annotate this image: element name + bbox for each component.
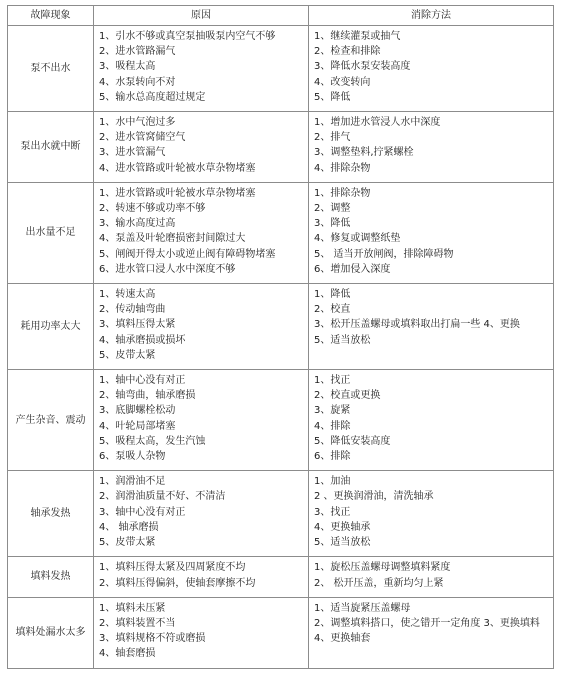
cause-item: 3、吸程太高: [99, 61, 156, 73]
remedy-item: 3、松开压盖螺母或填料取出打扁一些 4、更换: [314, 319, 520, 331]
remedy-cell: [309, 471, 554, 557]
remedy-item: 1、排除杂物: [314, 187, 371, 199]
cause-cell: [94, 597, 309, 668]
fault-symptom-cell: 出水量不足: [8, 182, 94, 283]
remedy-item: 5、 适当开放闸阀，排除障碍物: [314, 248, 454, 260]
cause-item: 2、进水管窝储空气: [99, 132, 186, 144]
cause-item: 3、轴中心没有对正: [99, 506, 186, 518]
remedy-item: 5、适当放松: [314, 334, 371, 346]
cause-item: 5、输水总高度超过规定: [99, 91, 206, 103]
cause-item: 3、填料压得太紧: [99, 319, 176, 331]
cause-item: 4、 轴承磨损: [99, 521, 159, 533]
cause-item: 3、进水管漏气: [99, 147, 166, 159]
cause-item: 4、泵盖及叶轮磨损密封间隙过大: [99, 233, 246, 245]
cause-item: 4、轴承磨损或损坏: [99, 334, 186, 346]
cause-item: 1、润滑油不足: [99, 476, 166, 488]
cause-item: 5、闸阀开得太小或逆止阀有障碍物堵塞: [99, 248, 276, 260]
remedy-item: 1、继续灌泵或抽气: [314, 31, 401, 42]
table-row: [8, 597, 554, 668]
remedy-item: 4、更换轴套: [314, 633, 371, 645]
pump-troubleshooting-table: [7, 5, 554, 669]
fault-symptom-cell: 填料发热: [8, 557, 94, 597]
cause-cell: [94, 370, 309, 471]
remedy-item: 1、降低: [314, 289, 351, 301]
cause-item: 2、填料装置不当: [99, 617, 176, 629]
cause-item: 1、轴中心没有对正: [99, 375, 186, 387]
remedy-item: 2、排气: [314, 132, 351, 144]
remedy-cell: [309, 182, 554, 283]
remedy-item: 3、旋紧: [314, 405, 351, 417]
cause-item: 6、进水管口浸人水中深度不够: [99, 263, 236, 275]
cause-item: 6、泵吸人杂物: [99, 451, 166, 463]
remedy-item: 4、排除杂物: [314, 162, 371, 174]
remedy-cell: [309, 112, 554, 183]
table-body: [8, 26, 554, 669]
cause-item: 2、润滑油质量不好、不清洁: [99, 491, 226, 503]
table-row: [8, 182, 554, 283]
cause-item: 1、填料未压紧: [99, 602, 166, 614]
remedy-item: 4、改变转向: [314, 76, 371, 88]
remedy-cell: [309, 557, 554, 597]
header-fault: 故障现象: [8, 6, 94, 26]
table-header: [8, 6, 554, 26]
cause-item: 5、皮带太紧: [99, 537, 156, 549]
fault-symptom-cell: 轴承发热: [8, 471, 94, 557]
remedy-item: 2、调整填料搭口，使之错开一定角度 3、更换填料: [314, 617, 540, 629]
header-row: [8, 6, 554, 26]
remedy-item: 4、排除: [314, 420, 351, 432]
cause-cell: [94, 471, 309, 557]
remedy-cell: [309, 597, 554, 668]
remedy-item: 2、检查和排除: [314, 46, 381, 58]
table-row: [8, 112, 554, 183]
cause-item: 3、输水高度过高: [99, 218, 176, 230]
table-row: [8, 557, 554, 597]
cause-item: 1、进水管路或叶轮被水草杂物堵塞: [99, 187, 256, 199]
cause-cell: [94, 557, 309, 597]
cause-item: 4、轴套磨损: [99, 648, 156, 660]
remedy-item: 1、适当旋紧压盖螺母: [314, 602, 411, 614]
cause-item: 2、轴弯曲，轴承磨损: [99, 390, 196, 402]
cause-item: 1、填料压得太紧及四周紧度不均: [99, 562, 246, 574]
cause-item: 2、进水管路漏气: [99, 46, 176, 58]
remedy-item: 1、加油: [314, 476, 351, 488]
remedy-item: 4、更换轴承: [314, 521, 371, 533]
remedy-item: 1、找正: [314, 375, 351, 387]
fault-symptom-cell: 填料处漏水太多: [8, 597, 94, 668]
cause-cell: [94, 182, 309, 283]
cause-item: 2、转速不够或功率不够: [99, 203, 206, 215]
remedy-item: 2 、更换润滑油，清洗轴承: [314, 491, 434, 503]
remedy-item: 3、降低水泵安装高度: [314, 61, 411, 73]
cause-item: 4、进水管路或叶轮被水草杂物堵塞: [99, 162, 256, 174]
remedy-cell: [309, 284, 554, 370]
cause-cell: [94, 284, 309, 370]
fault-symptom-cell: 产生杂音、震动: [8, 370, 94, 471]
remedy-item: 3、找正: [314, 506, 351, 518]
fault-symptom-cell: 泵出水就中断: [8, 112, 94, 183]
cause-item: 1、引水不够或真空泵抽吸泵内空气不够: [99, 31, 276, 42]
cause-cell: [94, 112, 309, 183]
fault-symptom-cell: 耗用功率太大: [8, 284, 94, 370]
remedy-item: 2、 松开压盖，重新均匀上紧: [314, 577, 444, 589]
cause-item: 1、水中气泡过多: [99, 117, 176, 129]
remedy-item: 2、校直: [314, 304, 351, 316]
cause-item: 5、皮带太紧: [99, 349, 156, 361]
remedy-item: 4、修复或调整纸垫: [314, 233, 401, 245]
table-row: [8, 471, 554, 557]
table-row: [8, 26, 554, 112]
remedy-item: 6、增加侵入深度: [314, 263, 391, 275]
table-row: [8, 284, 554, 370]
remedy-item: 5、降低: [314, 91, 351, 103]
cause-item: 2、传动轴弯曲: [99, 304, 166, 316]
remedy-item: 2、校直或更换: [314, 390, 381, 402]
table-row: [8, 370, 554, 471]
remedy-item: 1、增加进水管浸人水中深度: [314, 117, 441, 129]
remedy-item: 1、旋松压盖螺母调整填料紧度: [314, 562, 451, 574]
fault-symptom-cell: 泵不出水: [8, 26, 94, 112]
header-cause: 原因: [94, 6, 309, 26]
remedy-item: 2、调整: [314, 203, 351, 215]
cause-item: 4、水泵转向不对: [99, 76, 176, 88]
remedy-item: 5、适当放松: [314, 537, 371, 549]
remedy-item: 3、降低: [314, 218, 351, 230]
cause-item: 3、填料规格不符或磨损: [99, 633, 206, 645]
remedy-item: 3、调整垫料,拧紧螺栓: [314, 147, 414, 159]
header-remedy: 消除方法: [309, 6, 554, 26]
cause-cell: [94, 26, 309, 112]
remedy-item: 5、降低安装高度: [314, 435, 391, 447]
cause-item: 4、叶轮局部堵塞: [99, 420, 176, 432]
cause-item: 3、底脚螺栓松动: [99, 405, 176, 417]
cause-item: 1、转速太高: [99, 289, 156, 301]
cause-item: 5、吸程太高，发生汽蚀: [99, 435, 206, 447]
troubleshooting-table-wrapper: [7, 5, 553, 669]
remedy-cell: [309, 370, 554, 471]
cause-item: 2、填料压得偏斜，使轴套摩擦不均: [99, 577, 256, 589]
remedy-item: 6、排除: [314, 451, 351, 463]
remedy-cell: [309, 26, 554, 112]
